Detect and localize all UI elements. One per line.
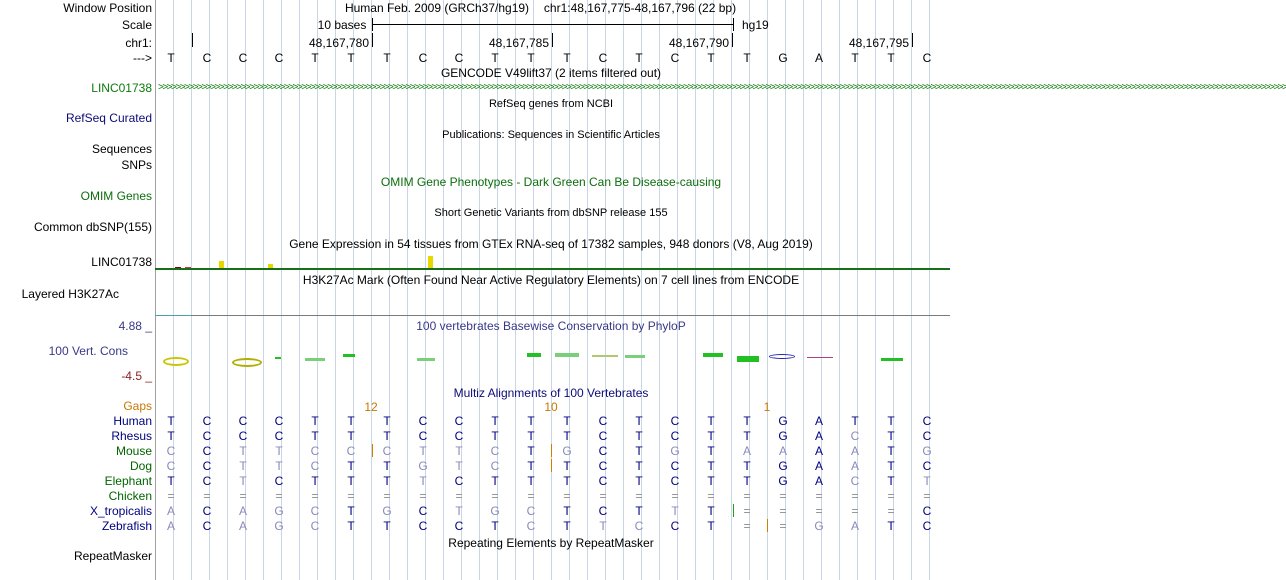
alignment-base: C [490,444,500,458]
alignment-base: = [887,504,895,518]
alignment-base: T [635,414,643,428]
alignment-base: T [455,444,463,458]
alignment-base: T [347,429,355,443]
alignment-base: C [454,474,464,488]
assembly-title: Human Feb. 2009 (GRCh37/hg19) [344,1,530,15]
alignment-base: C [238,429,248,443]
alignment-base: C [598,444,608,458]
h3k27ac-signal [155,315,191,316]
alignment-base: T [491,519,499,533]
alignment-base: T [563,474,571,488]
alignment-base: C [598,504,608,518]
scale-label: Scale [121,18,152,32]
alignment-base: T [311,414,319,428]
alignment-base: C [670,429,680,443]
omim-track-label[interactable]: OMIM Genes [80,189,152,203]
dbsnp-track-label[interactable]: Common dbSNP(155) [33,220,152,234]
cons-mark [305,358,325,361]
alignment-base: = [203,489,211,503]
alignment-base: G [778,459,788,473]
alignment-base: G [490,504,500,518]
window-position-label: Window Position [63,1,152,15]
reference-base[interactable]: C [922,51,932,65]
alignment-base: T [707,459,715,473]
alignment-base: T [743,429,751,443]
alignment-base: T [527,414,535,428]
species-label[interactable]: X_tropicalis [89,504,152,518]
refseq-track-title[interactable]: RefSeq genes from NCBI [488,98,614,110]
alignment-base: C [310,504,320,518]
alignment-base: C [418,504,428,518]
alignment-base: C [310,519,320,533]
ruler-tick [732,33,733,47]
alignment-base: = [779,504,787,518]
alignment-base: T [887,459,895,473]
alignment-base: T [887,414,895,428]
alignment-base: T [887,474,895,488]
alignment-base: G [778,474,788,488]
cons-mark [625,355,645,358]
alignment-base: C [418,414,428,428]
ruler-tick [912,33,913,47]
reference-base[interactable]: C [454,51,464,65]
h3k27ac-baseline [191,315,950,316]
alignment-base: T [743,414,751,428]
alignment-base: T [491,474,499,488]
alignment-base: A [166,504,175,518]
alignment-base: A [166,519,175,533]
alignment-base: T [851,414,859,428]
alignment-base: = [779,519,787,533]
alignment-base: T [635,444,643,458]
alignment-base: = [815,504,823,518]
alignment-base: T [311,474,319,488]
reference-base[interactable]: C [274,51,284,65]
alignment-base: G [778,414,788,428]
cons-track-label[interactable]: 100 Vert. Cons [48,344,128,358]
alignment-base: C [634,519,644,533]
alignment-base: T [239,474,247,488]
alignment-base: = [923,489,931,503]
alignment-base: T [887,444,895,458]
scale-bar-left-tick [372,18,373,31]
alignment-base: = [563,489,571,503]
insertion-mark [551,459,552,472]
alignment-base: C [202,414,212,428]
alignment-base: T [635,474,643,488]
scale-bar-right-tick [733,18,734,31]
alignment-base: C [418,429,428,443]
alignment-base: G [562,444,572,458]
alignment-base: C [598,474,608,488]
reference-base[interactable]: T [707,51,715,65]
alignment-base: T [455,504,463,518]
alignment-base: T [887,519,895,533]
cons-mark [527,353,541,357]
alignment-base: C [526,504,536,518]
species-label[interactable]: Elephant [104,474,152,488]
cons-mark [807,357,833,358]
alignment-base: A [814,444,823,458]
alignment-base: A [850,459,859,473]
alignment-base: C [346,444,356,458]
reference-base[interactable]: C [598,51,608,65]
alignment-base: T [167,474,175,488]
alignment-base: C [202,444,212,458]
alignment-base: C [598,459,608,473]
dbsnp-track-title[interactable]: Short Genetic Variants from dbSNP release 155 [434,207,668,219]
alignment-base: T [563,519,571,533]
alignment-base: C [850,474,860,488]
alignment-base: T [419,474,427,488]
alignment-base: = [347,489,355,503]
ruler-tick [552,33,553,47]
species-label[interactable]: Rhesus [111,429,152,443]
alignment-base: C [670,474,680,488]
cons-mark [232,358,262,367]
alignment-base: A [814,414,823,428]
alignment-base: T [491,414,499,428]
alignment-base: = [743,504,751,518]
alignment-base: C [598,414,608,428]
alignment-base: T [383,474,391,488]
alignment-base: T [383,414,391,428]
alignment-base: = [707,489,715,503]
alignment-base: = [815,489,823,503]
multiz-track-title[interactable]: Multiz Alignments of 100 Vertebrates [453,386,649,400]
alignment-base: G [778,429,788,443]
insertion-mark [372,444,373,457]
alignment-base: G [922,444,932,458]
alignment-base: C [850,429,860,443]
alignment-base: T [347,519,355,533]
reference-base[interactable]: T [851,51,859,65]
alignment-base: T [347,474,355,488]
alignment-base: C [238,414,248,428]
alignment-base: C [598,429,608,443]
alignment-base: C [274,474,284,488]
alignment-base: T [527,474,535,488]
alignment-base: C [202,519,212,533]
alignment-base: = [743,489,751,503]
refseq-track-label[interactable]: RefSeq Curated [65,111,152,125]
alignment-base: A [238,504,247,518]
alignment-base: = [851,489,859,503]
alignment-base: C [454,414,464,428]
cons-mark [769,354,795,359]
alignment-base: T [275,444,283,458]
alignment-base: = [887,489,895,503]
alignment-base: T [491,429,499,443]
alignment-base: C [922,414,932,428]
alignment-base: G [382,504,392,518]
ruler-coordinate: 48,167,785 [488,36,550,50]
sequences-track-label[interactable]: Sequences [91,142,152,156]
alignment-base: C [922,459,932,473]
insertion-mark [767,519,768,532]
alignment-base: T [635,504,643,518]
alignment-base: = [167,489,175,503]
cons-track-title[interactable]: 100 vertebrates Basewise Conservation by PhyloP [416,319,686,333]
alignment-base: C [670,519,680,533]
alignment-base: G [670,444,680,458]
cons-mark [881,358,903,361]
alignment-base: C [202,474,212,488]
alignment-base: T [527,429,535,443]
alignment-base: T [671,504,679,518]
reference-base[interactable]: G [778,51,788,65]
alignment-base: T [707,519,715,533]
cons-mark [737,356,759,362]
alignment-base: T [599,519,607,533]
snps-track-label[interactable]: SNPs [121,158,152,172]
ruler-coordinate: 48,167,795 [848,36,910,50]
alignment-base: C [382,444,392,458]
reference-base[interactable]: T [311,51,319,65]
alignment-base: C [310,459,320,473]
alignment-base: A [814,429,823,443]
cons-min-label: -4.5 _ [121,369,152,383]
alignment-base: = [779,489,787,503]
reference-base[interactable]: T [743,51,751,65]
alignment-base: T [239,444,247,458]
alignment-base: T [563,504,571,518]
reference-base[interactable]: T [167,51,175,65]
alignment-base: T [707,429,715,443]
alignment-base: T [527,459,535,473]
conservation-plot[interactable] [155,350,950,370]
gtex-baseline [155,268,950,270]
alignment-base: C [454,429,464,443]
alignment-base: T [527,444,535,458]
cons-mark [555,353,579,357]
alignment-base: = [419,489,427,503]
alignment-base: A [850,444,859,458]
cons-mark [275,357,281,359]
gtex-gene-label[interactable]: LINC01738 [91,255,152,269]
alignment-base: = [383,489,391,503]
alignment-base: C [490,459,500,473]
alignment-base: T [563,459,571,473]
alignment-base: T [455,459,463,473]
gaps-label: Gaps [123,399,152,413]
species-label[interactable]: Mouse [115,444,152,458]
alignment-base: C [166,459,176,473]
alignment-base: = [671,489,679,503]
alignment-base: T [383,459,391,473]
repeatmasker-track-label[interactable]: RepeatMasker [73,549,152,563]
reference-base[interactable]: T [635,51,643,65]
alignment-base: T [563,414,571,428]
alignment-base: A [238,519,247,533]
gap-count: 10 [544,400,558,414]
alignment-base: C [274,414,284,428]
alignment-base: T [239,459,247,473]
reference-base[interactable]: A [814,51,823,65]
alignment-base: = [311,489,319,503]
reference-base[interactable]: C [238,51,248,65]
scale-db-label: hg19 [742,18,769,32]
alignment-base: C [310,444,320,458]
alignment-base: T [275,459,283,473]
h3k27ac-track-label[interactable]: Layered H3K27Ac [21,287,119,301]
alignment-base: = [743,519,751,533]
reference-base[interactable]: T [527,51,535,65]
ruler-coordinate: 48,167,790 [668,36,730,50]
alignment-base: T [635,429,643,443]
alignment-base: C [670,414,680,428]
label-divider [155,0,156,580]
cons-mark [163,357,189,366]
alignment-base: C [454,519,464,533]
alignment-base: T [743,459,751,473]
reference-base[interactable]: C [670,51,680,65]
reference-base[interactable]: C [418,51,428,65]
alignment-base: G [274,519,284,533]
alignment-base: = [239,489,247,503]
alignment-base: C [922,429,932,443]
insertion-mark [733,504,734,517]
gtex-expression-plot[interactable] [155,250,950,270]
cons-mark [343,354,355,357]
alignment-base: T [635,459,643,473]
scale-bar [372,24,733,25]
alignment-base: C [274,429,284,443]
publications-track-title[interactable]: Publications: Sequences in Scientific Articles [442,129,660,141]
gap-count: 1 [763,400,771,414]
alignment-base: G [814,519,824,533]
species-label[interactable]: Zebrafish [101,519,152,533]
ruler-tick [372,33,373,47]
alignment-base: C [922,504,932,518]
cons-mark [703,353,723,357]
alignment-base: T [383,519,391,533]
alignment-base: T [563,429,571,443]
alignment-base: T [347,459,355,473]
gencode-track-title[interactable]: GENCODE V49lift37 (2 items filtered out) [440,66,662,80]
alignment-base: C [526,519,536,533]
alignment-base: T [311,429,319,443]
alignment-base: = [455,489,463,503]
strand-arrow-label: ---> [133,51,152,65]
alignment-base: C [418,519,428,533]
alignment-base: T [707,414,715,428]
alignment-base: T [743,474,751,488]
insertion-mark [551,444,552,457]
cons-max-label: 4.88 _ [118,319,152,333]
alignment-base: C [202,429,212,443]
alignment-base: T [347,504,355,518]
gencode-gene-label[interactable]: LINC01738 [91,81,152,95]
alignment-base: T [347,414,355,428]
species-label[interactable]: Human [113,414,152,428]
alignment-base: = [599,489,607,503]
gencode-gene-feature[interactable]: >>>>>>>>>>>>>>>>>>>>>>>>>>>>>>>>>>>>>>>>>>>>>>>>>>>>>>>>>>>>>>>>>>>>>>>>>>>>>>>>>>>>>>>>>>>>>>>>>>>>>>>>>>>>>>>>>>>>>>>>>>>>>>>>>>>>>>>>>>>>>>>>>>>>>>>>>>>>>>>>>>>>>>>>>>>>>>>>>>>>>>>>>>>>>>>>>>>>>>>>>>>>>>>>>>>>>>>>>>>>>>>>>>>>>>>>>>>>>>>>>>>>>>>>>>>>>>>>>>>> [158,82,1286,93]
alignment-base: = [275,489,283,503]
h3k27ac-track-title[interactable]: H3K27Ac Mark (Often Found Near Active Regulatory Elements) on 7 cell lines from ENCODE [302,273,800,287]
alignment-base: A [742,444,751,458]
gtex-track-title[interactable]: Gene Expression in 54 tissues from GTEx RNA-seq of 17382 samples, 948 donors (V8, Aug 2019) [289,237,813,251]
alignment-base: A [850,519,859,533]
repeatmasker-track-title[interactable]: Repeating Elements by RepeatMasker [448,536,654,550]
position-readout: chr1:48,167,775-48,167,796 (22 bp) [543,1,737,15]
scale-bar-label: 10 bases [317,18,367,32]
alignment-base: G [418,459,428,473]
reference-base[interactable]: T [347,51,355,65]
ruler-coordinate: 48,167,780 [308,36,370,50]
alignment-base: = [491,489,499,503]
alignment-base: C [202,459,212,473]
alignment-base: T [167,414,175,428]
alignment-base: T [707,474,715,488]
gap-count: 12 [364,400,378,414]
alignment-base: C [922,519,932,533]
reference-base[interactable]: C [202,51,212,65]
alignment-base: C [202,504,212,518]
alignment-base: T [887,429,895,443]
alignment-base: A [814,474,823,488]
reference-base[interactable]: T [563,51,571,65]
alignment-base: A [778,444,787,458]
alignment-base: A [814,459,823,473]
alignment-base: T [707,444,715,458]
reference-base[interactable]: T [491,51,499,65]
alignment-base: C [166,444,176,458]
reference-base[interactable]: T [383,51,391,65]
species-label[interactable]: Chicken [108,489,152,503]
omim-track-title[interactable]: OMIM Gene Phenotypes - Dark Green Can Be Disease-causing [380,175,722,189]
alignment-base: T [707,504,715,518]
reference-base[interactable]: T [887,51,895,65]
alignment-base: C [670,459,680,473]
alignment-base: T [383,429,391,443]
alignment-base: T [923,474,931,488]
alignment-base: T [167,429,175,443]
chr-label: chr1: [125,36,152,50]
alignment-base: T [419,444,427,458]
alignment-base: = [635,489,643,503]
cons-mark [417,358,435,361]
alignment-base: = [527,489,535,503]
alignment-base: G [274,504,284,518]
ruler-tick-start [192,33,193,47]
alignment-base: = [851,504,859,518]
species-label[interactable]: Dog [129,459,152,473]
cons-mark [592,355,618,357]
